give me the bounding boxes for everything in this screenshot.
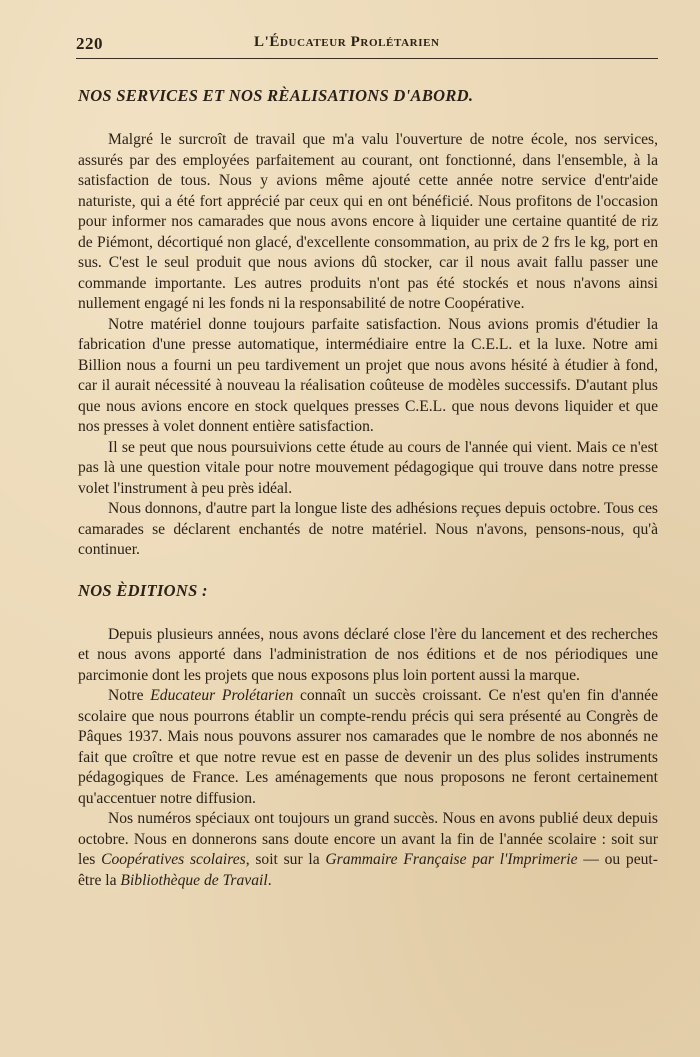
paragraph-services-3: Il se peut que nous poursuivions cette étude au cours de l'année qui vient. Mais ce n'est pas là une question vitale pour notre mouvement pédagogique qui trouve dans notre presse volet l'instrument à peu près idéal. bbox=[78, 438, 658, 497]
paragraph-editions-3-between: — ou peut-être la bbox=[78, 851, 658, 889]
page-header bbox=[76, 34, 658, 58]
paragraph-editions-3 bbox=[78, 809, 658, 891]
paragraph-editions-2-rest: connaît un succès croissant. Ce n'est qu'en fin d'année scolaire que nous pourrons établir un compte-rendu précis qui sera présenté au Congrès de Pâques 1937. Mais nous pouvons assurer nos camarades que le nombre de nos abonnés ne fait que croître et que notre revue est en passe de devenir un des plus solides instruments pédagogiques de France. Les aménagements que nous proposons ne feront certainement qu'accentuer notre diffusion. bbox=[78, 687, 659, 807]
running-title: L'Éducateur Prolétarien bbox=[254, 34, 440, 50]
paragraph-editions-2 bbox=[78, 686, 658, 809]
italic-grammaire: Grammaire Française par l'Imprimerie bbox=[325, 851, 578, 868]
italic-bibliotheque: Bibliothèque de Travail bbox=[120, 871, 268, 889]
paragraph-editions-3-end: . bbox=[267, 871, 272, 889]
page-content bbox=[78, 84, 658, 891]
paragraph-editions-1: Depuis plusieurs années, nous avons déclaré close l'ère du lancement et des recherches et nous avons apporté dans l'administration de nos éditions et de nos périodiques une parcimonie dont les projets que nous exposons plus loin portent aussi la marque. bbox=[78, 625, 658, 684]
paragraph-services-1: Malgré le surcroît de travail que m'a valu l'ouverture de notre école, nos services, assurés par des employées parfaitement au courant, ont fonctionné, dans l'ensemble, à la satisfaction de tous. Nous y avions même ajouté cette année notre service d'entr'aide naturiste, qui a été fort apprécié par ceux qui en ont bénéficié. Nous profitons de l'occasion pour informer nos camarades que nous avons encore à liquider une certaine quantité de riz de Piémont, décortiqué non glacé, d'excellente consommation, au prix de 2 frs le kg, port en sus. C'est le seul produit que nous avions dû stocker, car il nous avait fallu passer une commande importante. Les autres produits n'ont pas été stockés et nous n'avons ainsi nullement engagé ni les fonds ni la responsabilité de notre Coopérative. bbox=[78, 131, 658, 312]
header-rule bbox=[76, 58, 658, 59]
italic-cooperatives: Coopératives scolaires bbox=[101, 851, 246, 868]
paragraph-editions-3-start: Nos numéros spéciaux ont toujours un grand succès. Nous en avons publié deux depuis octobre. Nous en donnerons sans doute encore un avant la fin de l'année scolaire : soit sur les bbox=[78, 810, 658, 868]
section-heading-editions: NOS ÈDITIONS : bbox=[78, 580, 208, 600]
page-number: 220 bbox=[76, 34, 103, 53]
paragraph-services-2: Notre matériel donne toujours parfaite satisfaction. Nous avions promis d'étudier la fabrication d'une presse automatique, intermédiaire entre la C.E.L. et la luxe. Notre ami Billion nous a fourni un peu tardivement un projet que nous avons hésité à étudier à fond, car il aurait nécessité à nouveau la réalisation coûteuse de modèles successifs. D'autant plus que nous avions encore en stock quelques presses C.E.L. que nous devons liquider et que nos presses à volet donnent entière satisfaction. bbox=[78, 315, 658, 435]
paragraph-services-4: Nous donnons, d'autre part la longue liste des adhésions reçues depuis octobre. Tous ces camarades se déclarent enchantés de notre matériel. Nous n'avons, pensons-nous, qu'à continuer. bbox=[78, 500, 658, 558]
section-heading-services: NOS SERVICES ET NOS RÈALISATIONS D'ABORD. bbox=[78, 86, 474, 105]
journal-title-italic: Educateur Prolétarien bbox=[150, 687, 294, 704]
paragraph-editions-3-middle: , soit sur la bbox=[245, 851, 326, 868]
paragraph-editions-2-start: Notre bbox=[108, 687, 151, 704]
